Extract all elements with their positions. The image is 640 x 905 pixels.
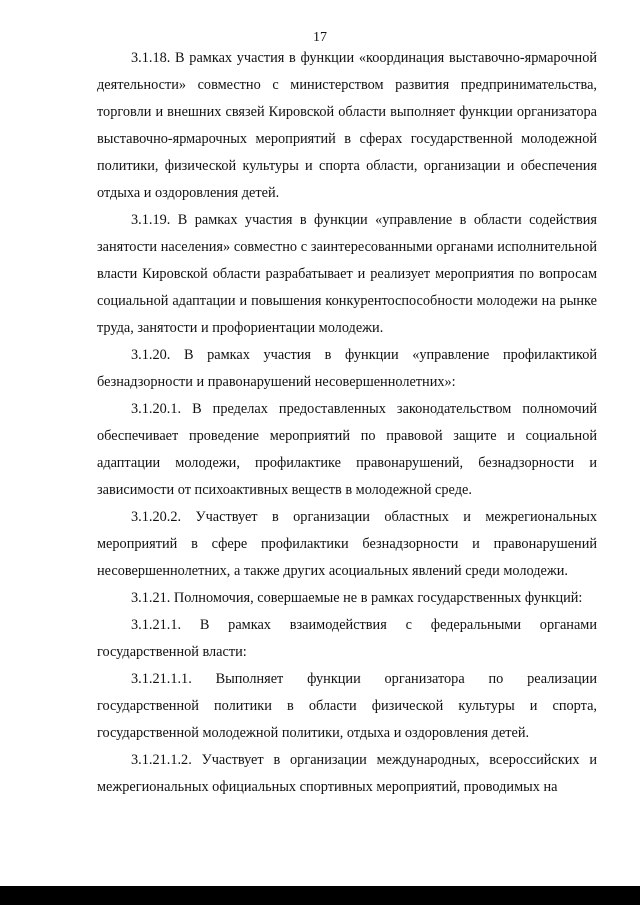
paragraph-3-1-21: 3.1.21. Полномочия, совершаемые не в рамках государственных функций:	[131, 590, 583, 606]
paragraph-3-1-20-2: 3.1.20.2. Участвует в организации областных и межрегиональных мероприятий в сфере профилактики безнадзорности и правонарушений несовершеннолетних, а также других асоциальных явлений среди молодежи.	[97, 509, 597, 579]
scan-bottom-border	[0, 886, 640, 905]
paragraph-3-1-21-1-2: 3.1.21.1.2. Участвует в организации международных, всероссийских и межрегиональных официальных спортивных мероприятий, проводимых на	[97, 752, 597, 795]
page-number: 17	[313, 30, 327, 45]
paragraph-3-1-18: 3.1.18. В рамках участия в функции «координация выставочно-ярмарочной деятельности» совместно с министерством развития предпринимательства, торговли и внешних связей Кировской области выполняет функции организатора выставочно-ярмарочных мероприятий в сферах государственной молодежной политики, физической культуры и спорта области, организации и обеспечения отдыха и оздоровления детей.	[97, 50, 597, 201]
paragraph-3-1-21-1-1: 3.1.21.1.1. Выполняет функции организатора по реализации государственной политики в области физической культуры и спорта, государственной молодежной политики, отдыха и оздоровления детей.	[97, 671, 597, 741]
paragraph-3-1-21-1: 3.1.21.1. В рамках взаимодействия с федеральными органами государственной власти:	[97, 617, 597, 660]
paragraph-3-1-20-1: 3.1.20.1. В пределах предоставленных законодательством полномочий обеспечивает проведение мероприятий по правовой защите и социальной адаптации молодежи, профилактике правонарушений, безнадзорности и зависимости от психоактивных веществ в молодежной среде.	[97, 401, 597, 498]
document-body	[97, 45, 597, 801]
paragraph-3-1-19: 3.1.19. В рамках участия в функции «управление в области содействия занятости населения» совместно с заинтересованными органами исполнительной власти Кировской области разрабатывает и реализует мероприятия по вопросам социальной адаптации и повышения конкурентоспособности молодежи на рынке труда, занятости и профориентации молодежи.	[97, 212, 597, 336]
paragraph-3-1-20: 3.1.20. В рамках участия в функции «управление профилактикой безнадзорности и правонарушений несовершеннолетних»:	[97, 347, 597, 390]
